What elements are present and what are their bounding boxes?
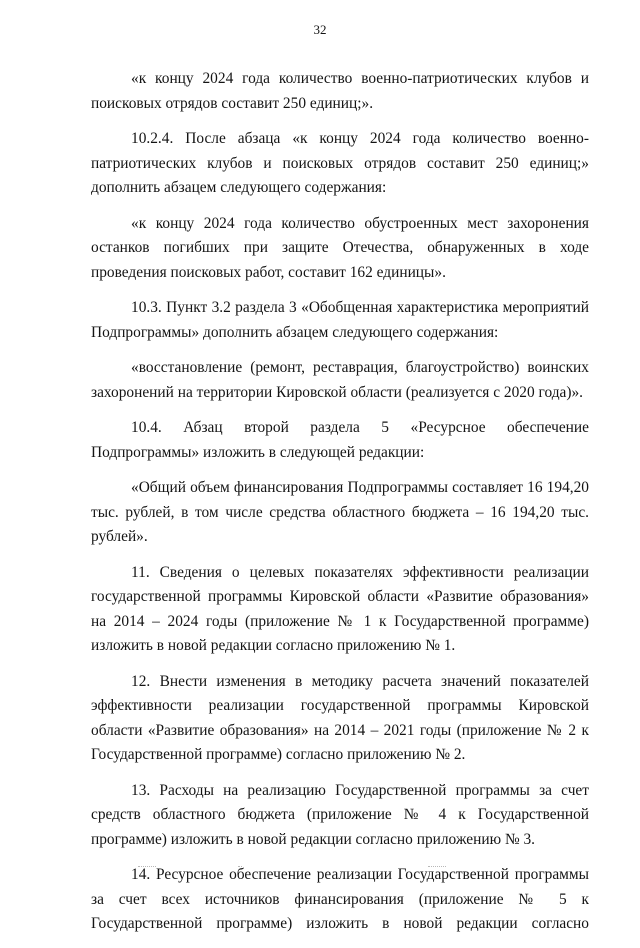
paragraph-quote-burials: «к концу 2024 года количество обустроенных мест захоронения останков погибших при защите Отечества, обнаруженных в ходе проведения поисковых работ, составит 162 единицы». <box>91 214 589 281</box>
paragraph-10-2-4: 10.2.4. После абзаца «к концу 2024 года количество военно-патриотических клубов и поисковых отрядов составит 250 единиц;» дополнить абзацем следующего содержания: <box>91 130 589 196</box>
paragraph-10-3: 10.3. Пункт 3.2 раздела 3 «Обобщенная характеристика мероприятий Подпрограммы» дополнить абзацем следующего содержания: <box>91 299 589 341</box>
paragraph-11: 11. Сведения о целевых показателях эффективности реализации государственной программы Кировской области «Развитие образования» на 2014 – 2024 годы (приложение № 1 к Государственной программе) изложить в новой редакции согласно приложению № 1. <box>91 563 589 654</box>
scan-artifact-mark <box>138 866 156 868</box>
scan-artifact-mark <box>428 866 446 868</box>
paragraph-10-4: 10.4. Абзац второй раздела 5 «Ресурсное обеспечение Подпрограммы» изложить в следующей редакции: <box>91 419 589 461</box>
page-number: 32 <box>313 22 327 37</box>
paragraph-quote-financing: «Общий объем финансирования Подпрограммы составляет 16 194,20 тыс. рублей, в том числе средства областного бюджета – 16 194,20 тыс. рублей». <box>91 479 589 545</box>
paragraph-14: 14. Ресурсное обеспечение реализации Государственной программы за счет всех источников финансирования (приложение № 5 к Государственной программе) изложить в новой редакции согласно <box>91 866 589 932</box>
paragraph-quote-restoration: «восстановление (ремонт, реставрация, благоустройство) воинских захоронений на территории Кировской области (реализуется с 2020 года)». <box>91 359 589 401</box>
paragraph-12: 12. Внести изменения в методику расчета значений показателей эффективности реализации государственной программы Кировской области «Развитие образования» на 2014 – 2021 годы (приложение № 2 к Государственной программе) согласно приложению № 2. <box>91 672 589 763</box>
paragraph-quote-clubs: «к концу 2024 года количество военно-патриотических клубов и поисковых отрядов составит 250 единиц;». <box>91 70 589 112</box>
document-body <box>91 67 589 948</box>
paragraph-13: 13. Расходы на реализацию Государственной программы за счет средств областного бюджета (приложение № 4 к Государственной программе) изложить в новой редакции согласно приложению № 3. <box>91 781 589 848</box>
scan-artifact-mark <box>238 866 242 868</box>
